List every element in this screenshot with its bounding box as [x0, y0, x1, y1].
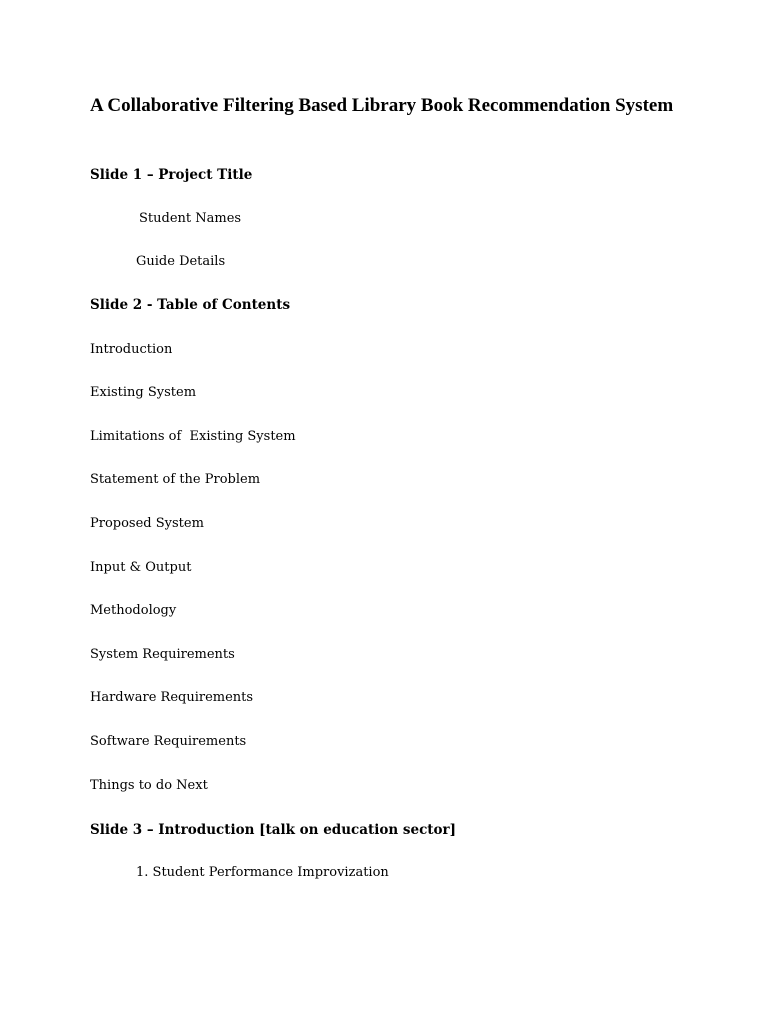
toc-item-problem-statement: Statement of the Problem	[90, 472, 261, 487]
toc-item-system-requirements: System Requirements	[90, 647, 235, 662]
toc-item-input-output: Input & Output	[90, 560, 192, 575]
toc-item-software-requirements: Software Requirements	[90, 734, 247, 749]
slide3-heading: Slide 3 – Introduction [talk on education sector]	[90, 822, 457, 838]
toc-item-introduction: Introduction	[90, 342, 173, 357]
toc-item-methodology: Methodology	[90, 603, 177, 618]
document-title: A Collaborative Filtering Based Library Book Recommendation System	[90, 95, 674, 116]
toc-item-hardware-requirements: Hardware Requirements	[90, 690, 254, 705]
slide1-heading: Slide 1 – Project Title	[90, 167, 253, 183]
toc-item-existing-system: Existing System	[90, 385, 197, 400]
slide3-item-student-performance: 1. Student Performance Improvization	[136, 865, 389, 880]
toc-item-things-to-do-next: Things to do Next	[90, 778, 208, 793]
toc-item-limitations: Limitations of Existing System	[90, 429, 296, 444]
slide1-item-guide-details: Guide Details	[136, 254, 226, 269]
slide2-heading: Slide 2 - Table of Contents	[90, 297, 291, 313]
slide1-item-student-names: Student Names	[139, 211, 242, 226]
toc-item-proposed-system: Proposed System	[90, 516, 204, 531]
